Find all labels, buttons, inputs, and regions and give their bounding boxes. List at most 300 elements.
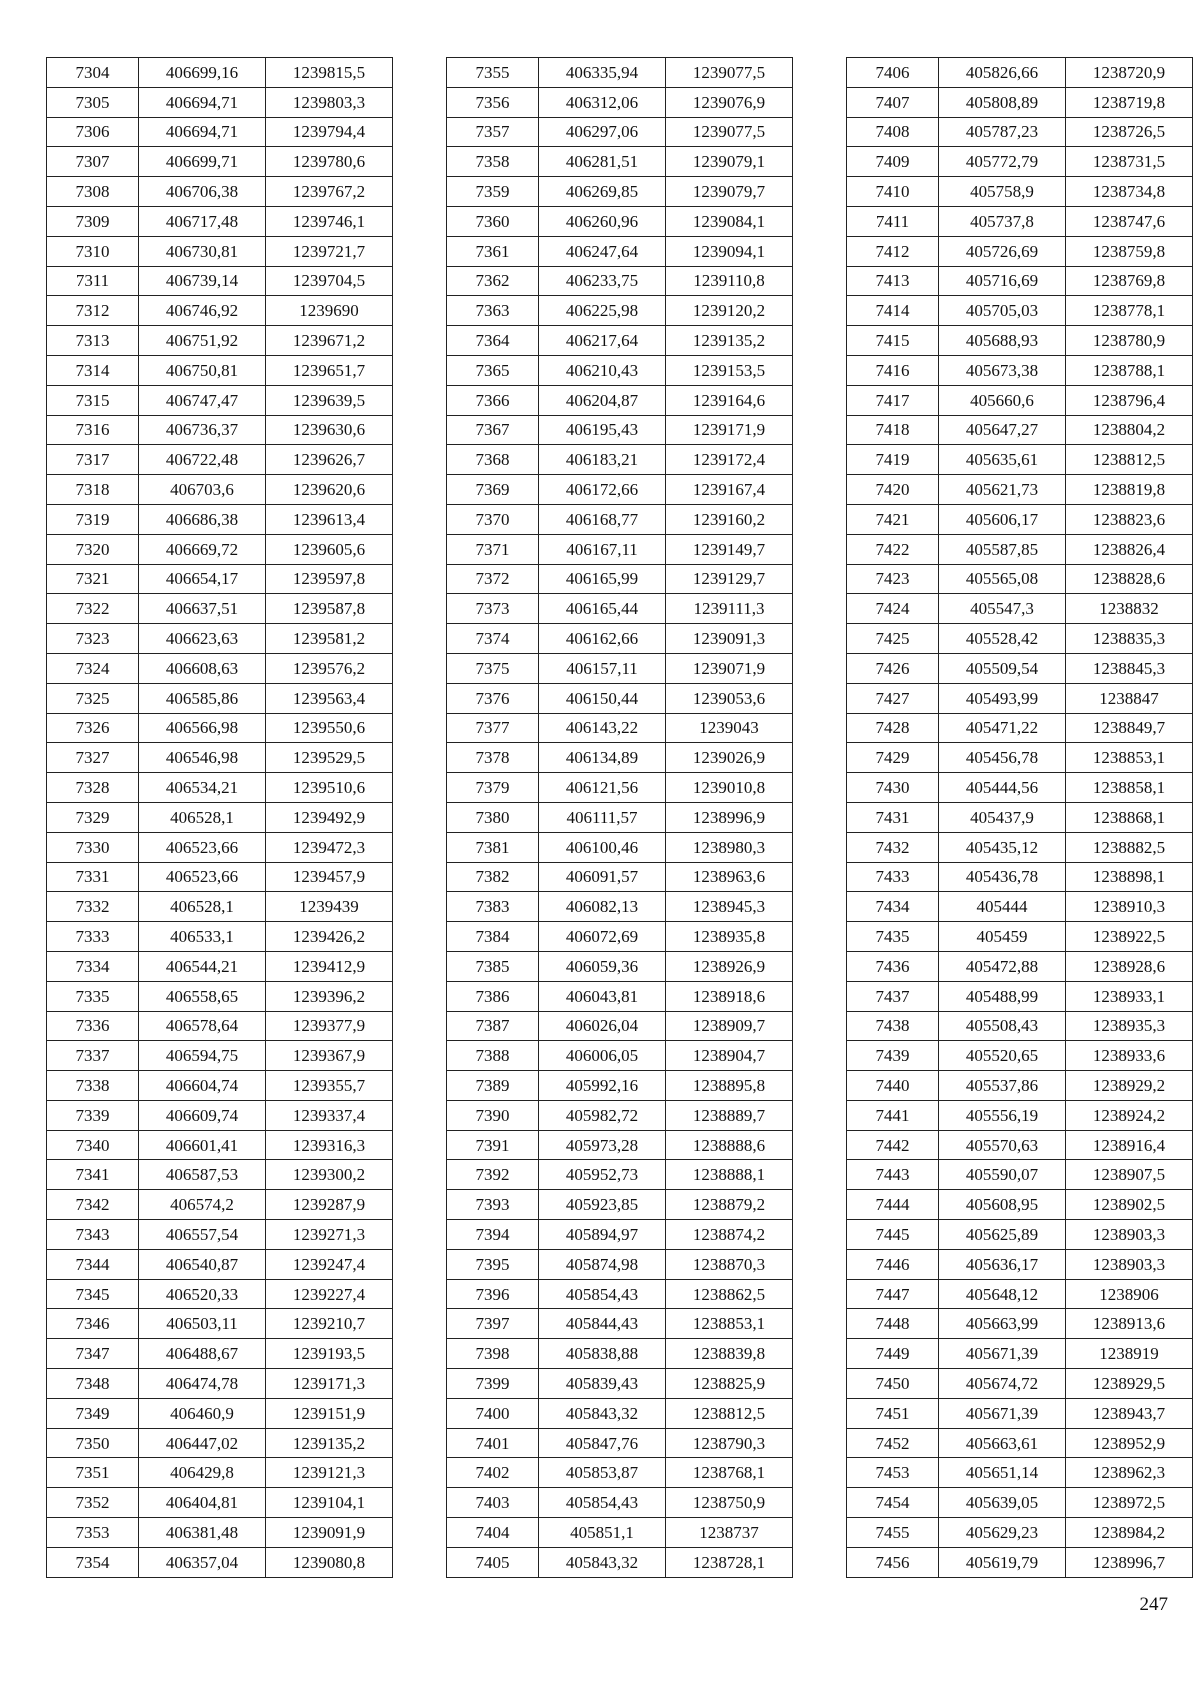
point-number-cell: 7407 [847,87,939,117]
y-coordinate-cell: 1239581,2 [266,624,393,654]
x-coordinate-cell: 405456,78 [939,743,1066,773]
y-coordinate-cell: 1238952,9 [1066,1428,1193,1458]
point-number-cell: 7436 [847,951,939,981]
point-number-cell: 7344 [47,1249,139,1279]
table-row [47,206,393,236]
table-row [47,1190,393,1220]
coordinate-table-body [447,58,793,1578]
table-row [847,1428,1193,1458]
point-number-cell: 7335 [47,981,139,1011]
y-coordinate-cell: 1238768,1 [666,1458,793,1488]
y-coordinate-cell: 1239794,4 [266,117,393,147]
point-number-cell: 7432 [847,832,939,862]
point-number-cell: 7318 [47,475,139,505]
point-number-cell: 7394 [447,1220,539,1250]
y-coordinate-cell: 1238839,8 [666,1339,793,1369]
x-coordinate-cell: 405488,99 [939,981,1066,1011]
point-number-cell: 7367 [447,415,539,445]
x-coordinate-cell: 406578,64 [139,1011,266,1041]
point-number-cell: 7447 [847,1279,939,1309]
x-coordinate-cell: 405673,38 [939,355,1066,385]
y-coordinate-cell: 1239110,8 [666,266,793,296]
x-coordinate-cell: 406722,48 [139,445,266,475]
y-coordinate-cell: 1238943,7 [1066,1398,1193,1428]
x-coordinate-cell: 406204,87 [539,385,666,415]
x-coordinate-cell: 405923,85 [539,1190,666,1220]
point-number-cell: 7336 [47,1011,139,1041]
y-coordinate-cell: 1239337,4 [266,1100,393,1130]
table-row [847,326,1193,356]
y-coordinate-cell: 1239587,8 [266,594,393,624]
coordinate-table-body [847,58,1193,1578]
x-coordinate-cell: 405556,19 [939,1100,1066,1130]
point-number-cell: 7455 [847,1518,939,1548]
y-coordinate-cell: 1239104,1 [266,1488,393,1518]
table-row [47,1249,393,1279]
x-coordinate-cell: 406730,81 [139,236,266,266]
point-number-cell: 7363 [447,296,539,326]
x-coordinate-cell: 406006,05 [539,1041,666,1071]
point-number-cell: 7366 [447,385,539,415]
table-row [47,1071,393,1101]
y-coordinate-cell: 1239367,9 [266,1041,393,1071]
point-number-cell: 7346 [47,1309,139,1339]
x-coordinate-cell: 406312,06 [539,87,666,117]
y-coordinate-cell: 1238909,7 [666,1011,793,1041]
table-row [447,1190,793,1220]
point-number-cell: 7342 [47,1190,139,1220]
point-number-cell: 7358 [447,147,539,177]
y-coordinate-cell: 1239597,8 [266,564,393,594]
y-coordinate-cell: 1238812,5 [1066,445,1193,475]
point-number-cell: 7456 [847,1547,939,1577]
x-coordinate-cell: 405772,79 [939,147,1066,177]
y-coordinate-cell: 1238804,2 [1066,415,1193,445]
point-number-cell: 7361 [447,236,539,266]
x-coordinate-cell: 406167,11 [539,534,666,564]
y-coordinate-cell: 1239111,3 [666,594,793,624]
y-coordinate-cell: 1238825,9 [666,1369,793,1399]
table-row [47,326,393,356]
x-coordinate-cell: 405737,8 [939,206,1066,236]
y-coordinate-cell: 1239151,9 [266,1398,393,1428]
y-coordinate-cell: 1238929,2 [1066,1071,1193,1101]
table-row [447,1458,793,1488]
table-row [447,713,793,743]
table-row [47,1547,393,1577]
table-row [447,832,793,862]
coordinate-table-1 [46,57,393,1578]
x-coordinate-cell: 406520,33 [139,1279,266,1309]
point-number-cell: 7377 [447,713,539,743]
point-number-cell: 7435 [847,922,939,952]
point-number-cell: 7409 [847,147,939,177]
y-coordinate-cell: 1238898,1 [1066,862,1193,892]
table-row [847,1130,1193,1160]
table-row [447,1220,793,1250]
point-number-cell: 7368 [447,445,539,475]
x-coordinate-cell: 405952,73 [539,1160,666,1190]
table-row [847,1458,1193,1488]
x-coordinate-cell: 406528,1 [139,802,266,832]
point-number-cell: 7412 [847,236,939,266]
y-coordinate-cell: 1238910,3 [1066,892,1193,922]
x-coordinate-cell: 405629,23 [939,1518,1066,1548]
y-coordinate-cell: 1239563,4 [266,683,393,713]
y-coordinate-cell: 1239620,6 [266,475,393,505]
x-coordinate-cell: 405874,98 [539,1249,666,1279]
x-coordinate-cell: 406604,74 [139,1071,266,1101]
x-coordinate-cell: 405635,61 [939,445,1066,475]
table-row [47,951,393,981]
y-coordinate-cell: 1238904,7 [666,1041,793,1071]
x-coordinate-cell: 406165,99 [539,564,666,594]
point-number-cell: 7369 [447,475,539,505]
point-number-cell: 7405 [447,1547,539,1577]
point-number-cell: 7381 [447,832,539,862]
x-coordinate-cell: 406488,67 [139,1339,266,1369]
point-number-cell: 7453 [847,1458,939,1488]
table-row [447,594,793,624]
y-coordinate-cell: 1239227,4 [266,1279,393,1309]
x-coordinate-cell: 405636,17 [939,1249,1066,1279]
point-number-cell: 7443 [847,1160,939,1190]
point-number-cell: 7418 [847,415,939,445]
x-coordinate-cell: 405625,89 [939,1220,1066,1250]
table-row [47,385,393,415]
y-coordinate-cell: 1238945,3 [666,892,793,922]
table-row [847,355,1193,385]
point-number-cell: 7378 [447,743,539,773]
x-coordinate-cell: 406217,64 [539,326,666,356]
table-row [47,683,393,713]
table-row [447,1100,793,1130]
table-row [47,1488,393,1518]
table-row [847,266,1193,296]
y-coordinate-cell: 1239746,1 [266,206,393,236]
table-row [847,713,1193,743]
table-row [447,385,793,415]
y-coordinate-cell: 1238788,1 [1066,355,1193,385]
y-coordinate-cell: 1238879,2 [666,1190,793,1220]
x-coordinate-cell: 405663,61 [939,1428,1066,1458]
point-number-cell: 7325 [47,683,139,713]
y-coordinate-cell: 1239271,3 [266,1220,393,1250]
x-coordinate-cell: 406751,92 [139,326,266,356]
y-coordinate-cell: 1239412,9 [266,951,393,981]
x-coordinate-cell: 405639,05 [939,1488,1066,1518]
x-coordinate-cell: 405992,16 [539,1071,666,1101]
table-row [47,832,393,862]
table-row [447,445,793,475]
x-coordinate-cell: 405509,54 [939,653,1066,683]
point-number-cell: 7326 [47,713,139,743]
table-row [847,1100,1193,1130]
x-coordinate-cell: 406357,04 [139,1547,266,1577]
table-row [847,1071,1193,1101]
table-row [447,475,793,505]
y-coordinate-cell: 1238888,1 [666,1160,793,1190]
point-number-cell: 7323 [47,624,139,654]
x-coordinate-cell: 406281,51 [539,147,666,177]
x-coordinate-cell: 406072,69 [539,922,666,952]
x-coordinate-cell: 405705,03 [939,296,1066,326]
y-coordinate-cell: 1239510,6 [266,773,393,803]
point-number-cell: 7365 [447,355,539,385]
table-row [447,504,793,534]
y-coordinate-cell: 1239167,4 [666,475,793,505]
table-row [47,117,393,147]
x-coordinate-cell: 405787,23 [939,117,1066,147]
point-number-cell: 7431 [847,802,939,832]
y-coordinate-cell: 1239091,9 [266,1518,393,1548]
y-coordinate-cell: 1239613,4 [266,504,393,534]
y-coordinate-cell: 1239815,5 [266,58,393,88]
y-coordinate-cell: 1239316,3 [266,1130,393,1160]
table-row [847,922,1193,952]
table-row [847,683,1193,713]
point-number-cell: 7445 [847,1220,939,1250]
table-row [47,147,393,177]
x-coordinate-cell: 406699,16 [139,58,266,88]
table-row [47,236,393,266]
point-number-cell: 7454 [847,1488,939,1518]
y-coordinate-cell: 1239171,3 [266,1369,393,1399]
y-coordinate-cell: 1238874,2 [666,1220,793,1250]
y-coordinate-cell: 1238907,5 [1066,1160,1193,1190]
x-coordinate-cell: 405843,32 [539,1547,666,1577]
point-number-cell: 7362 [447,266,539,296]
x-coordinate-cell: 405651,14 [939,1458,1066,1488]
table-row [47,862,393,892]
table-row [447,1518,793,1548]
table-row [447,653,793,683]
y-coordinate-cell: 1239355,7 [266,1071,393,1101]
table-row [47,266,393,296]
table-row [847,385,1193,415]
y-coordinate-cell: 1239529,5 [266,743,393,773]
x-coordinate-cell: 405471,22 [939,713,1066,743]
x-coordinate-cell: 406557,54 [139,1220,266,1250]
x-coordinate-cell: 405587,85 [939,534,1066,564]
x-coordinate-cell: 405843,32 [539,1398,666,1428]
table-row [47,624,393,654]
x-coordinate-cell: 405716,69 [939,266,1066,296]
y-coordinate-cell: 1239071,9 [666,653,793,683]
x-coordinate-cell: 405844,43 [539,1309,666,1339]
y-coordinate-cell: 1239704,5 [266,266,393,296]
table-row [447,1339,793,1369]
y-coordinate-cell: 1239129,7 [666,564,793,594]
y-coordinate-cell: 1238853,1 [1066,743,1193,773]
x-coordinate-cell: 406195,43 [539,415,666,445]
y-coordinate-cell: 1239210,7 [266,1309,393,1339]
x-coordinate-cell: 406183,21 [539,445,666,475]
point-number-cell: 7374 [447,624,539,654]
point-number-cell: 7364 [447,326,539,356]
x-coordinate-cell: 406157,11 [539,653,666,683]
y-coordinate-cell: 1238889,7 [666,1100,793,1130]
point-number-cell: 7408 [847,117,939,147]
point-number-cell: 7416 [847,355,939,385]
point-number-cell: 7384 [447,922,539,952]
table-row [447,1071,793,1101]
x-coordinate-cell: 406544,21 [139,951,266,981]
point-number-cell: 7354 [47,1547,139,1577]
x-coordinate-cell: 405726,69 [939,236,1066,266]
table-row [447,892,793,922]
x-coordinate-cell: 406608,63 [139,653,266,683]
table-row [447,326,793,356]
x-coordinate-cell: 406694,71 [139,117,266,147]
x-coordinate-cell: 405838,88 [539,1339,666,1369]
x-coordinate-cell: 406694,71 [139,87,266,117]
table-row [447,683,793,713]
table-row [447,1428,793,1458]
point-number-cell: 7444 [847,1190,939,1220]
y-coordinate-cell: 1239300,2 [266,1160,393,1190]
x-coordinate-cell: 405565,08 [939,564,1066,594]
y-coordinate-cell: 1239120,2 [666,296,793,326]
x-coordinate-cell: 406546,98 [139,743,266,773]
y-coordinate-cell: 1238882,5 [1066,832,1193,862]
x-coordinate-cell: 405982,72 [539,1100,666,1130]
point-number-cell: 7430 [847,773,939,803]
y-coordinate-cell: 1238903,3 [1066,1220,1193,1250]
point-number-cell: 7379 [447,773,539,803]
y-coordinate-cell: 1238913,6 [1066,1309,1193,1339]
y-coordinate-cell: 1238750,9 [666,1488,793,1518]
y-coordinate-cell: 1239079,7 [666,177,793,207]
table-row [847,117,1193,147]
y-coordinate-cell: 1238726,5 [1066,117,1193,147]
point-number-cell: 7372 [447,564,539,594]
y-coordinate-cell: 1239026,9 [666,743,793,773]
y-coordinate-cell: 1239149,7 [666,534,793,564]
y-coordinate-cell: 1239605,6 [266,534,393,564]
x-coordinate-cell: 405758,9 [939,177,1066,207]
point-number-cell: 7327 [47,743,139,773]
table-row [847,862,1193,892]
point-number-cell: 7334 [47,951,139,981]
table-row [47,1398,393,1428]
y-coordinate-cell: 1238918,6 [666,981,793,1011]
x-coordinate-cell: 405621,73 [939,475,1066,505]
table-row [47,922,393,952]
table-row [447,862,793,892]
y-coordinate-cell: 1239153,5 [666,355,793,385]
table-row [847,206,1193,236]
x-coordinate-cell: 405854,43 [539,1279,666,1309]
point-number-cell: 7402 [447,1458,539,1488]
table-row [447,266,793,296]
x-coordinate-cell: 406247,64 [539,236,666,266]
x-coordinate-cell: 406523,66 [139,862,266,892]
y-coordinate-cell: 1238731,5 [1066,147,1193,177]
y-coordinate-cell: 1238928,6 [1066,951,1193,981]
x-coordinate-cell: 406168,77 [539,504,666,534]
x-coordinate-cell: 406460,9 [139,1398,266,1428]
x-coordinate-cell: 406534,21 [139,773,266,803]
point-number-cell: 7391 [447,1130,539,1160]
point-number-cell: 7340 [47,1130,139,1160]
x-coordinate-cell: 405528,42 [939,624,1066,654]
point-number-cell: 7322 [47,594,139,624]
table-row [847,1398,1193,1428]
y-coordinate-cell: 1238719,8 [1066,87,1193,117]
table-row [47,415,393,445]
point-number-cell: 7380 [447,802,539,832]
table-row [47,653,393,683]
x-coordinate-cell: 406091,57 [539,862,666,892]
y-coordinate-cell: 1238922,5 [1066,922,1193,952]
point-number-cell: 7437 [847,981,939,1011]
point-number-cell: 7312 [47,296,139,326]
y-coordinate-cell: 1239377,9 [266,1011,393,1041]
point-number-cell: 7451 [847,1398,939,1428]
table-row [447,1130,793,1160]
x-coordinate-cell: 406429,8 [139,1458,266,1488]
point-number-cell: 7429 [847,743,939,773]
table-row [47,534,393,564]
x-coordinate-cell: 406609,74 [139,1100,266,1130]
point-number-cell: 7310 [47,236,139,266]
x-coordinate-cell: 406503,11 [139,1309,266,1339]
y-coordinate-cell: 1239193,5 [266,1339,393,1369]
x-coordinate-cell: 405444,56 [939,773,1066,803]
x-coordinate-cell: 405493,99 [939,683,1066,713]
y-coordinate-cell: 1239053,6 [666,683,793,713]
x-coordinate-cell: 405853,87 [539,1458,666,1488]
y-coordinate-cell: 1238819,8 [1066,475,1193,505]
table-row [47,713,393,743]
point-number-cell: 7434 [847,892,939,922]
point-number-cell: 7305 [47,87,139,117]
table-row [47,1130,393,1160]
y-coordinate-cell: 1238903,3 [1066,1249,1193,1279]
y-coordinate-cell: 1238996,9 [666,802,793,832]
point-number-cell: 7309 [47,206,139,236]
table-row [447,534,793,564]
y-coordinate-cell: 1239439 [266,892,393,922]
table-row [847,1041,1193,1071]
table-row [847,1309,1193,1339]
x-coordinate-cell: 405671,39 [939,1398,1066,1428]
point-number-cell: 7328 [47,773,139,803]
y-coordinate-cell: 1238980,3 [666,832,793,862]
point-number-cell: 7439 [847,1041,939,1071]
table-row [447,1011,793,1041]
y-coordinate-cell: 1239639,5 [266,385,393,415]
table-row [447,117,793,147]
point-number-cell: 7353 [47,1518,139,1548]
y-coordinate-cell: 1238812,5 [666,1398,793,1428]
x-coordinate-cell: 405826,66 [939,58,1066,88]
x-coordinate-cell: 406447,02 [139,1428,266,1458]
point-number-cell: 7420 [847,475,939,505]
table-row [847,445,1193,475]
x-coordinate-cell: 406143,22 [539,713,666,743]
x-coordinate-cell: 406233,75 [539,266,666,296]
coordinate-table-3 [846,57,1193,1578]
x-coordinate-cell: 406739,14 [139,266,266,296]
table-row [47,981,393,1011]
table-row [47,1518,393,1548]
table-row [447,802,793,832]
x-coordinate-cell: 405619,79 [939,1547,1066,1577]
y-coordinate-cell: 1238962,3 [1066,1458,1193,1488]
point-number-cell: 7452 [847,1428,939,1458]
